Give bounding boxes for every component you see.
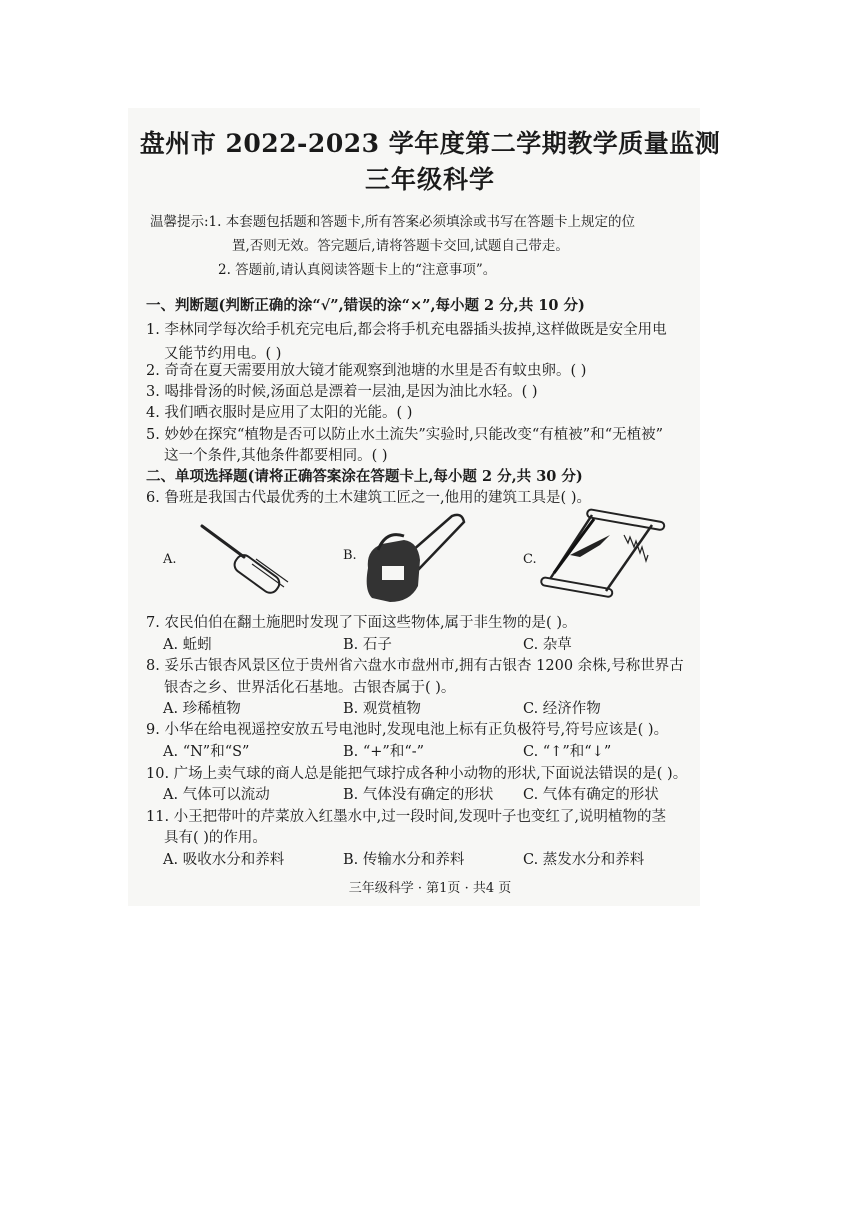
q9-option-a: A. “N”和“S”: [163, 744, 250, 760]
q8-option-c: C. 经济作物: [523, 701, 601, 717]
question-11-line-1: 11. 小王把带叶的芹菜放入红墨水中,过一段时间,发现叶子也变红了,说明植物的茎: [146, 809, 666, 825]
q10-option-c: C. 气体有确定的形状: [523, 787, 659, 803]
page-subtitle: 三年级科学: [364, 165, 495, 194]
q6-option-c-label: C.: [523, 552, 537, 567]
question-1-line-1: 1. 李林同学每次给手机充完电后,都会将手机充电器插头拔掉,这样做既是安全用电: [146, 322, 667, 338]
q10-option-a: A. 气体可以流动: [163, 787, 270, 803]
q11-option-a: A. 吸收水分和养料: [163, 852, 285, 868]
q6-option-a-label: A.: [163, 552, 177, 567]
question-10: 10. 广场上卖气球的商人总是能把气球拧成各种小动物的形状,下面说法错误的是( )。: [146, 766, 688, 782]
q7-option-a: A. 蚯蚓: [163, 637, 212, 653]
q7-option-c: C. 杂草: [523, 637, 572, 653]
question-2: 2. 奇奇在夏天需要用放大镜才能观察到池塘的水里是否有蚊虫卵。( ): [146, 363, 587, 379]
question-3: 3. 喝排骨汤的时候,汤面总是漂着一层油,是因为油比水轻。( ): [146, 384, 538, 400]
question-8-line-1: 8. 妥乐古银杏风景区位于贵州省六盘水市盘州市,拥有古银杏 1200 余株,号称世界古: [146, 658, 684, 674]
question-6: 6. 鲁班是我国古代最优秀的土木建筑工匠之一,他用的建筑工具是( )。: [146, 490, 591, 506]
q9-option-b: B. “+”和“-”: [343, 744, 425, 760]
page-title: 盘州市 2022-2023 学年度第二学期教学质量监测: [139, 129, 721, 158]
question-5-line-1: 5. 妙妙在探究“植物是否可以防止水土流失”实验时,只能改变“有植被”和“无植被”: [146, 427, 664, 443]
question-9: 9. 小华在给电视遥控安放五号电池时,发现电池上标有正负极符号,符号应该是( )。: [146, 722, 669, 738]
q8-option-b: B. 观赏植物: [343, 701, 421, 717]
question-7: 7. 农民伯伯在翻土施肥时发现了下面这些物体,属于非生物的是( )。: [146, 615, 577, 631]
q11-option-c: C. 蒸发水分和养料: [523, 852, 645, 868]
q11-option-b: B. 传输水分和养料: [343, 852, 465, 868]
q7-option-b: B. 石子: [343, 637, 392, 653]
section-1-heading: 一、判断题(判断正确的涂“√”,错误的涂“×”,每小题 2 分,共 10 分): [146, 297, 585, 314]
tips-line-2: 置,否则无效。答完题后,请将答题卡交回,试题自己带走。: [232, 238, 569, 254]
tips-line-1: 温馨提示:1. 本套题包括题和答题卡,所有答案必须填涂或书写在答题卡上规定的位: [150, 214, 636, 230]
section-2-heading: 二、单项选择题(请将正确答案涂在答题卡上,每小题 2 分,共 30 分): [146, 468, 583, 485]
chainsaw-icon: [360, 510, 468, 606]
question-1-line-2: 又能节约用电。( ): [164, 346, 282, 362]
q9-option-c: C. “↑”和“↓”: [523, 744, 612, 760]
q10-option-b: B. 气体没有确定的形状: [343, 787, 494, 803]
tips-line-3: 2. 答题前,请认真阅读答题卡上的“注意事项”。: [218, 262, 497, 278]
saw-icon: [540, 505, 675, 605]
question-4: 4. 我们晒衣服时是应用了太阳的光能。( ): [146, 405, 413, 421]
screwdriver-icon: [198, 522, 298, 592]
q8-option-a: A. 珍稀植物: [163, 701, 241, 717]
question-5-line-2: 这一个条件,其他条件都要相同。( ): [164, 448, 388, 464]
question-8-line-2: 银杏之乡、世界活化石基地。古银杏属于( )。: [164, 680, 456, 696]
page-footer: 三年级科学 · 第1页 · 共4 页: [348, 881, 512, 896]
question-11-line-2: 具有( )的作用。: [164, 830, 267, 846]
q6-option-b-label: B.: [343, 548, 357, 563]
